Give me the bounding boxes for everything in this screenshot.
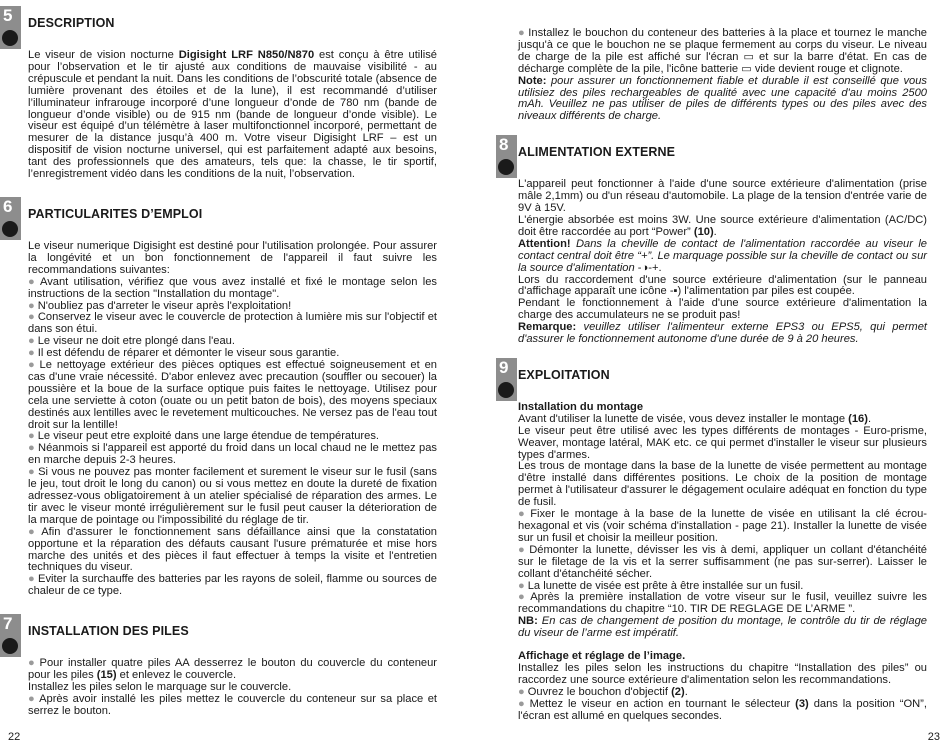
section-heading: EXPLOITATION [518,367,610,382]
paragraph: Les trous de montage dans la base de la lunette de visée permettent au montage d'être installé dans différentes positions. Le choix de la position de montage permet à l'utilisateur d'assurer le dégagement oculaire adéquat en fonction du type de fusil. [518,460,927,509]
bullet-text: Ouvrez le bouchon d'objectif (2). [527,685,688,698]
bullet-item [28,574,437,598]
right-column [499,27,927,723]
paragraph: Note: pour assurer un fonctionnement fiable et durable il est conseillé que vous utilisiez des piles rechargeables de qualité avec une capacité d'au moins 2500 mAh. Veuillez ne pas utiliser de piles de différents types ou des piles avec des niveaux différents de charge. [518,74,927,123]
section-heading: ALIMENTATION EXTERNE [518,145,676,160]
bullet-icon: ● [28,430,35,443]
section-number-tab [496,358,517,401]
bullet-text: Eviter la surchauffe des batteries par les rayons de soleil, flamme ou sources de chaleur de ce type. [28,573,437,598]
bullet-text: Le viseur peut etre exploité dans une large étendue de températures. [37,430,379,443]
section-heading: PARTICULARITES D’EMPLOI [28,206,203,221]
bullet-text: Néanmois si l'appareil est apporté du froid dans un local chaud ne le mettez pas en marche depuis 2-3 heures. [28,442,437,467]
paragraph: Pendant le fonctionnement à l'aide d'une source extérieure d'alimentation la charge des accumulateurs ne se produit pas! [518,297,927,322]
bullet-item [518,592,927,616]
bullet-item [28,658,437,682]
bullet-text: Fixer le montage à la base de la lunette de visée en utilisant la clé écrou-hexagonal et vis (voir schéma d'installation - page 21). Installer la lunette de visée sur un fusil et choisir la meilleur position. [518,508,927,544]
section-number: 7 [3,614,13,634]
bullet-item [28,443,437,467]
section-9 [499,357,927,723]
paragraph: Remarque: veuillez utiliser l'alimenteur externe EPS3 ou EPS5, qui permet d'assurer le fonctionnement autonome d'une durée de 9 à 20 heures. [518,321,927,346]
bullet-item [28,360,437,431]
paragraph: Le viseur peut être utilisé avec les types différents de montages - Euro-prisme, Weaver, montage latéral, MAK etc. ce qui permet d'installer le viseur sur plusieurs types d'armes. [518,424,927,461]
section-header [499,357,927,388]
bullet-text: Conservez le viseur avec le couvercle de protection à lumière mis sur l'objectif et dans son étui. [28,311,438,336]
section-number-tab [496,135,517,178]
bullet-item [518,509,927,545]
section-heading: INSTALLATION DES PILES [28,624,189,639]
bullet-icon: ● [518,508,528,521]
paragraph: Attention! Dans la cheville de contact de l'alimentation raccordée au viseur le contact central doit être “+”. Le marquage possible sur la cheville de contact ou sur la source d'alimentation -◑-+. [518,237,927,274]
bullet-text: La lunette de visée est prête à être installée sur un fusil. [527,579,804,592]
section-body [28,241,437,598]
section-header [3,614,437,644]
bullet-icon: ● [28,442,36,455]
left-column [3,6,438,718]
paragraph: Avant d'utiliser la lunette de visée, vous devez installer le montage (16). [518,412,872,425]
paragraph: Affichage et réglage de l’image. [518,650,686,663]
paragraph: Lors du raccordement d'une source extérieure d'alimentation (sur le panneau d'affichage apparaît une icône -▪) l'alimentation par piles est coupée. [518,273,927,298]
bullet-item [28,694,437,718]
section-body [518,179,927,346]
bullet-text: Le viseur ne doit etre plongé dans l'eau. [37,335,235,348]
section-body [28,50,437,181]
bullet-text: Démonter la lunette, dévisser les vis à demi, appliquer un collant d'étanchéité sur le filetage de la vis et la serrer suffisamment (ne pas sur-serrer). Laisser le collant d'étanchéité sécher. [518,543,927,580]
paragraph: Installez les piles selon les instructions du chapitre “Installation des piles” ou raccordez une source extérieure d'alimentation selon les recommandations. [518,661,927,686]
bullet-text: Après avoir installé les piles mettez le couvercle du conteneur sur sa place et serrez le bouton. [28,692,437,717]
bullet-icon: ● [28,299,35,312]
paragraph: Le viseur numerique Digisight est destiné pour l'utilisation prolongée. Pour assurer la longévité et un bon fonctionnement de l'appareil il faut suivre les recommandations suivantes: [28,239,437,276]
bullet-text: N'oubliez pas d'arreter le viseur après l'exploitation! [37,299,292,312]
paragraph: L'appareil peut fonctionner à l'aide d'une source extérieure d'alimentation (prise mâle 2,1mm) ou d'un réseau d'automobile. La plage de la tension d'entrée varie de 9V à 15V. [518,178,927,215]
section-6 [3,196,438,598]
section-number-tab [0,197,21,240]
bullet-icon: ● [28,359,37,372]
bullet-item [28,312,437,336]
bullet-icon: ● [518,579,525,592]
bullet-icon: ● [28,525,39,538]
paragraph: Le viseur de vision nocturne Digisight LRF N850/N870 est conçu à être utilisé pour l’observation et le tir ajusté aux conditions de mauvaise visibilité - au crépuscule et pendant la nuit. Dans les conditions de l’obscurité totale (absence de lumière provenant des étoiles et de la lune), il est recommandé d’utiliser l’illuminateur infrarouge incorporé d’une longueur d’onde de 780 nm (bande de longueur d’onde visible) ou de 915 nm (bande de longueur d’onde visible). Le viseur est équipé d’un télémètre à laser multifonctionnel incorporé, permettant de mesurer de la distance jusqu’à 400 m. Votre viseur Digisight LRF – est un dispositif de vision nocturne universel, qui est parfaitement adapté aux besoins, tant des professionnels que des amateurs, tels que: la chasse, le tir sportif, l’enregistrement vidéo dans les conditions de la nuit, l’observation. [28,49,437,181]
section-dot-icon [498,159,514,175]
bullet-icon: ● [28,657,37,670]
bullet-item [518,28,927,76]
section-number: 9 [499,357,509,377]
bullet-icon: ● [28,692,37,705]
section-5 [3,6,437,181]
bullet-text: Après la première installation de votre viseur sur le fusil, veuillez suivre les recommandations du chapitre “10. TIR DE REGLAGE DE L’ARME ”. [518,591,927,616]
bullet-text: Avant utilisation, vérifiez que vous avez installé et fixé le montage selon les instructions de la section "Installation du montage". [28,275,437,300]
bullet-text: Installez le bouchon du conteneur des batteries à la place et tournez le manche jusqu'à ce que le bouchon ne se plaque fermement au corps du viseur. Le niveau de charge de la pile est affiché sur l'écran ▭ et sur la barre d'état. En cas de décharge complète de la pile, l'icône batterie ▭ vide devient rouge et clignote. [518,27,927,75]
bullet-icon: ● [518,685,525,698]
section-number-tab [0,6,21,49]
paragraph: NB: En cas de changement de position du montage, le contrôle du tir de réglage du viseur de l’arme est impératif. [518,615,927,640]
section-body [518,402,927,723]
page-number-left: 22 [8,731,21,743]
bullet-item [28,527,437,575]
bullet-icon: ● [518,27,526,39]
bullet-icon: ● [28,347,35,360]
section-body [28,658,437,718]
section-header [3,6,437,36]
section-heading: DESCRIPTION [28,16,115,30]
page-number-right: 23 [927,731,940,743]
section-number: 8 [499,135,509,155]
section-number: 6 [3,196,13,216]
section-dot-icon [498,382,514,398]
paragraph: Installation du montage [518,400,644,413]
section-7 [3,614,437,718]
bullet-icon: ● [28,311,35,324]
bullet-text: Afin d'assurer le fonctionnement sans défaillance ainsi que la constatation opportune et la réparation des défauts causant l'usure prématurée et mise hors marche des unités et des pièces il faut effectuer à temps la visite et l'entretien techniques du viseur. [28,525,437,574]
bullet-icon: ● [518,591,528,604]
bullet-icon: ● [28,275,37,288]
bullet-item [518,699,927,723]
bullet-text: Le nettoyage extérieur des pièces optiques est effectué soigneusement et en cas d'une vraie nécessité. D'abor enlevez avec precaution (souffler ou secouer) la poussière et la boue de la surface optique puis faites le nettoyage. Utilisez pour cela une serviette à coton (ouate ou un petit baton de bois), des moyens speciaux destinés aux lentilles avec le revetement multicouches. Ne versez pas de l'eau tout droit sur la lentille! [28,359,437,431]
bullet-item [28,467,437,527]
paragraph: L'énergie absorbée est moins 3W. Une source extérieure d'alimentation (AC/DC) doit être raccordée au port “Power” (10). [518,213,927,238]
bullet-icon: ● [28,335,35,348]
section-header [499,135,927,165]
bullet-item [28,277,437,301]
section-header [3,196,437,227]
section-number-tab [0,614,21,657]
bullet-icon: ● [28,466,36,479]
section-dot-icon [2,30,18,46]
bullet-icon: ● [518,697,527,710]
bullet-icon: ● [28,573,36,586]
paragraph: Installez les piles selon le marquage sur le couvercle. [28,680,292,693]
bullet-text: Pour installer quatre piles AA desserrez le bouton du couvercle du conteneur pour les piles (15) et enlevez le couvercle. [28,657,437,682]
bullet-icon: ● [518,543,527,556]
bullet-item [518,545,927,581]
section-dot-icon [2,221,18,237]
bullet-text: Si vous ne pouvez pas monter facilement et surement le viseur sur le fusil (sans le jeu, tout droit le long du canon) ou si vous mettez en doute la dureté de fixation adressez-vous obligatoirement à un atelier spécialisé de réparation des armes. Le tir avec le viseur monté irrégulièrement sur le fusil peut causer la déterioration de la marque de pointage ou l'impossibilité du réglage de tir. [28,466,437,526]
bullet-text: Il est défendu de réparer et démonter le viseur sous garantie. [37,347,340,360]
section-dot-icon [2,638,18,654]
section-number: 5 [3,6,13,25]
bullet-text: Mettez le viseur en action en tournant le sélecteur (3) dans la position “ON”, l'écran est allumé en quelques secondes. [518,697,927,722]
section-8 [499,135,927,346]
